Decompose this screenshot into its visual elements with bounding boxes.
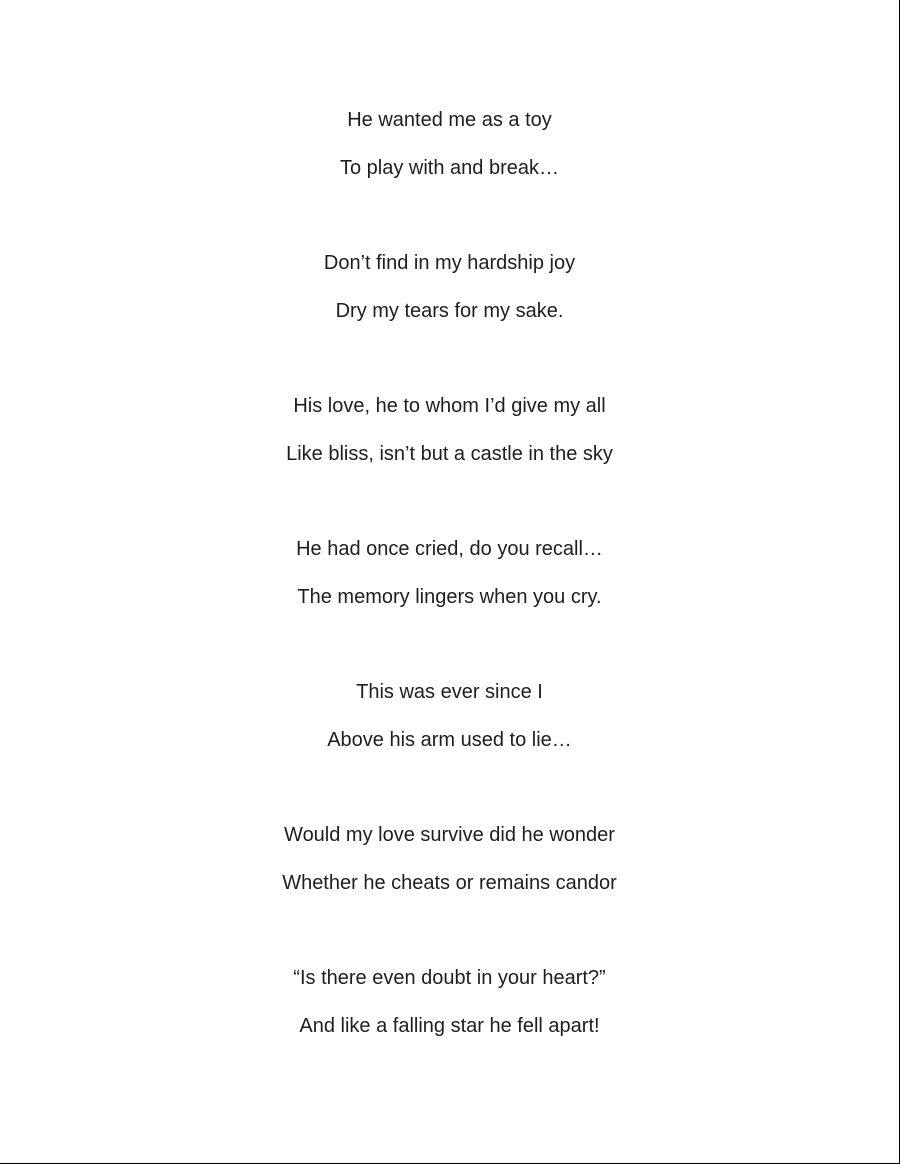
poem-line: His love, he to whom I’d give my all — [293, 395, 606, 417]
stanza-4 — [0, 532, 899, 628]
stanza-6 — [0, 818, 899, 914]
poem-line: He wanted me as a toy — [347, 109, 552, 131]
poem-line: Don’t find in my hardship joy — [323, 252, 576, 274]
stanza-7 — [0, 961, 899, 1057]
poem-line: Like bliss, isn’t but a castle in the sky — [286, 443, 613, 465]
poem-line: The memory lingers when you cry. — [297, 586, 602, 608]
poem-line: To play with and break… — [339, 157, 559, 179]
stanza-5 — [0, 675, 899, 771]
stanza-1 — [0, 103, 899, 199]
stanza-3 — [0, 389, 899, 485]
poem-line: Above his arm used to lie… — [327, 729, 572, 751]
poem-line: He had once cried, do you recall… — [296, 538, 603, 560]
poem-line: “Is there even doubt in your heart?” — [293, 967, 606, 989]
poem-line: Dry my tears for my sake. — [335, 300, 564, 322]
poem-line: Whether he cheats or remains candor — [282, 872, 617, 894]
poem-body — [0, 103, 899, 1104]
poem-line: And like a falling star he fell apart! — [299, 1015, 600, 1037]
poem-line: Would my love survive did he wonder — [284, 824, 615, 846]
stanza-2 — [0, 246, 899, 342]
poem-line: This was ever since I — [356, 681, 543, 703]
